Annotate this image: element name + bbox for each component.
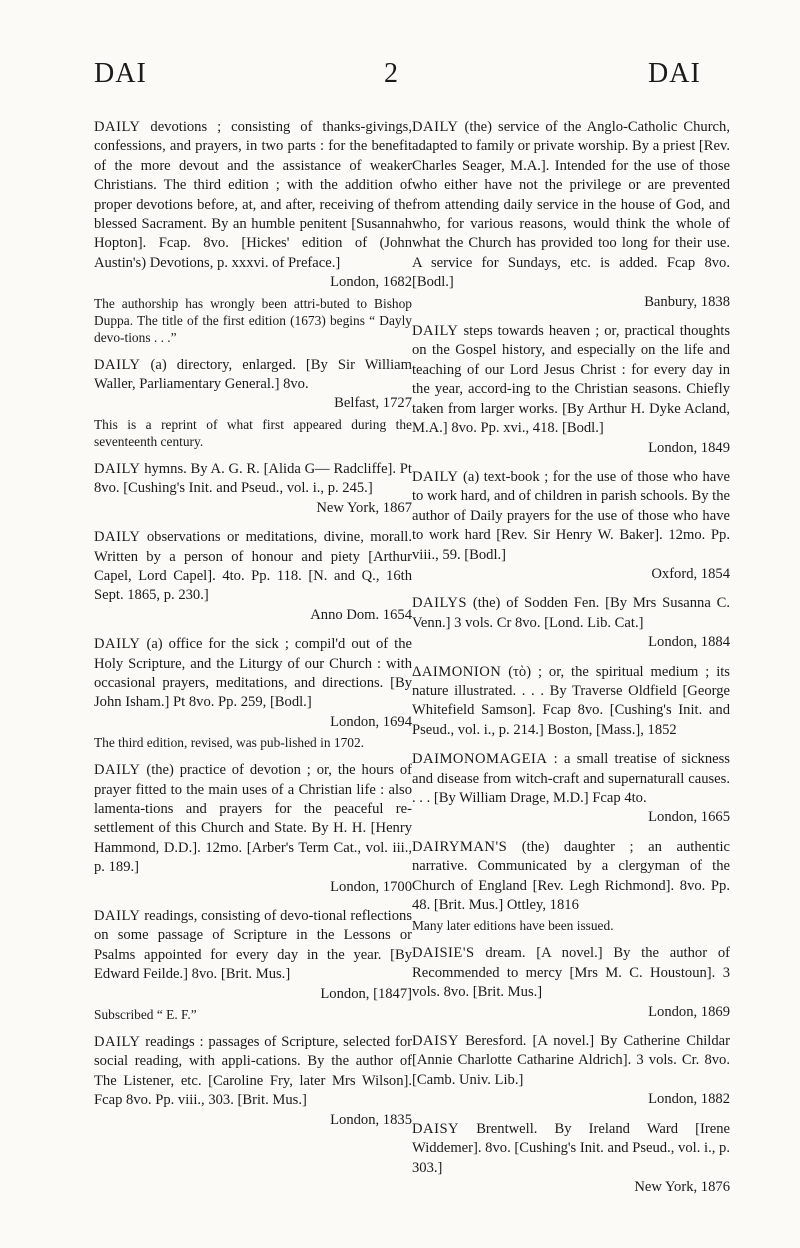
entry-head: DAILY [412, 468, 459, 485]
entry [412, 663, 730, 741]
header-right: DAI [648, 58, 701, 89]
entry-head: DAIMONOMAGEIA [412, 751, 548, 768]
entry-head: DAILY [412, 119, 459, 135]
left-column [94, 118, 412, 1140]
entry-place: New York, 1876 [634, 1178, 730, 1195]
entry-head: DAILY [94, 636, 141, 653]
entry-text: (a) directory, enlarged. [By Sir William Waller, Parliamentary General.] 8vo. [94, 356, 412, 393]
entry-text: (a) office for the sick ; compil'd out of the Holy Scripture, and the Liturgy of our Church : with occasional prayers, meditations, and directions. [By John Isham.] Pt 8vo. Pp. 259, [Bodl.] [94, 636, 412, 711]
entry-text: observations or meditations, divine, morall. Written by a person of honour and piety [Arthur Capel, Lord Capel]. 4to. Pp. 118. [N. and Q., 16th Sept. 1865, p. 230.] [94, 529, 412, 604]
entry-head: DAILY [412, 323, 459, 340]
entry [412, 322, 730, 458]
entry-head: DAILY [94, 908, 141, 924]
entry-head: DAISY [412, 1033, 460, 1050]
entry-place: Oxford, 1854 [651, 565, 730, 582]
entry-note: This is a reprint of what first appeared during the seventeenth century. [94, 416, 412, 449]
entry [412, 1032, 730, 1110]
entry-text: devotions ; consisting of thanks-givings, confessions, and prayers, in two parts : for the benefit of the more devout and the assistance of weaker Christians. The third edition ; with the addition of proper devotions before, at, and after, receiving of the blessed Sacrament. By an humble penitent [Susannah Hopton]. Fcap. 8vo. [Hickes' edition of (John Austin's) Devotions, p. xxxvi. of Preface.] [94, 119, 412, 271]
entry-place: Banbury, 1838 [644, 293, 730, 310]
entry-place: London, 1682 [330, 274, 412, 291]
entry-text: : a small treatise of sickness and disease from witch-craft and supernaturall causes. . . . [By William Drage, M.D.] Fcap 4to. [412, 751, 730, 806]
entry-head: DAISIE'S [412, 945, 475, 962]
entry [412, 1120, 730, 1198]
entry-text: (the) practice of devotion ; or, the hours of prayer fitted to the main uses of a Christian life : also lamenta-tions and prayers for the peaceful re-settlement of this Church and State. By H. H. [Henry Hammond, D.D.]. 12mo. [Arber's Term Cat., vol. iii., p. 189.] [94, 762, 412, 876]
entry [94, 761, 412, 897]
entry-text: (the) service of the Anglo-Catholic Church, adapted to family or private worship. By a priest [Rev. Charles Seager, M.A.]. Intended for the use of those who either have not the privilege or are prevented from attending daily service in the house of God, and who, for various reasons, would think the whole of what the Church has provided too long for their use. A service for Sundays, etc. is added. Fcap 8vo. [Bodl.] [412, 119, 731, 291]
entry-text: (τὸ) ; or, the spiritual medium ; its nature illustrated. . . . By Traverse Oldfield [George Whitefield Samson]. Fcap 8vo. [Cushing's Init. and Pseud., vol. i., p. 214.] Boston, [Mass.], 1852 [412, 663, 730, 738]
entry [94, 356, 412, 450]
entry [412, 468, 730, 584]
entry [94, 907, 412, 1023]
entry-place: London, 1869 [648, 1003, 730, 1020]
entry-note: Subscribed “ E. F.” [94, 1007, 197, 1023]
entry-place: London, 1835 [330, 1111, 412, 1128]
entry-text: readings : passages of Scripture, selected for social reading, with appli-cations. By the author of The Listener, etc. [Caroline Fry, later Mrs Wilson]. Fcap 8vo. Pp. viii., 303. [Brit. Mus.] [94, 1034, 412, 1109]
entry-text: Beresford. [A novel.] By Catherine Childar [Annie Charlotte Catharine Aldrich]. 3 vols. Cr. 8vo. [Camb. Univ. Lib.] [412, 1033, 730, 1088]
entry-text: Brentwell. By Ireland Ward [Irene Widdemer]. 8vo. [Cushing's Init. and Pseud., vol. i., p. 303.] [412, 1120, 730, 1176]
entry-place: London, 1700 [330, 878, 412, 895]
entry-text: steps towards heaven ; or, practical thoughts on the Gospel history, and especially on the life and teaching of our Lord Jesus Christ : for every day in the year, accord-ing to the Christian seasons. Chiefly taken from larger works. [By Arthur H. Dyke Acland, M.A.] 8vo. Pp. xvi., 418. [Bodl.] [412, 323, 730, 437]
entry-head: DAILY [94, 529, 141, 546]
entry-head: DAILY [94, 356, 141, 373]
entry-head: DAISY [412, 1120, 460, 1137]
entry-text: readings, consisting of devo-tional reflections on some passage of Scripture in the Lessons or Psalms appointed for every day in the year. [By Edward Feilde.] 8vo. [Brit. Mus.] [94, 908, 413, 983]
page-number: 2 [384, 58, 399, 89]
entry-place: London, 1665 [648, 809, 730, 826]
entry [412, 594, 730, 652]
entry [94, 528, 412, 625]
entry-place: Anno Dom. 1654 [310, 606, 412, 623]
entry-place: London, 1882 [648, 1091, 730, 1108]
entry-head: DAILY [94, 460, 141, 477]
entry [412, 838, 730, 935]
entry-head: DAILYS [412, 595, 468, 612]
entry [94, 635, 412, 751]
entry-text: (the) of Sodden Fen. [By Mrs Susanna C. Venn.] 3 vols. Cr 8vo. [Lond. Lib. Cat.] [412, 595, 730, 631]
entry-head: DAIRYMAN'S [412, 838, 508, 855]
entry-text: (a) text-book ; for the use of those who have to work hard, and of children in parish schools. By the author of Daily prayers for the use of those who have to work hard [Rev. Sir Henry W. Baker]. 12mo. Pp. viii., 59. [Bodl.] [412, 468, 730, 563]
entry-text: hymns. By A. G. R. [Alida G— Radcliffe]. Pt 8vo. [Cushing's Init. and Pseud., vol. i., p. 245.] [94, 460, 412, 497]
entry [94, 118, 412, 346]
entry-note: Many later editions have been issued. [412, 918, 614, 934]
entry-place: Belfast, 1727 [334, 395, 412, 412]
entry-place: London, [1847] [320, 985, 412, 1002]
entry-text: dream. [A novel.] By the author of Recommended to mercy [Mrs M. C. Houstoun]. 3 vols. 8vo. [Brit. Mus.] [412, 945, 731, 1001]
entry [94, 460, 412, 518]
right-column [412, 118, 730, 1207]
entry-place: New York, 1867 [316, 499, 412, 516]
entry-head: DAILY [94, 1034, 141, 1051]
entry [412, 944, 730, 1022]
entry [94, 1033, 412, 1130]
entry-head: DAILY [94, 119, 141, 135]
entry-text: (the) daughter ; an authentic narrative. Communicated by a clergyman of the Church of England [Rev. Legh Richmond]. 8vo. Pp. 48. [Brit. Mus.] Ottley, 1816 [412, 838, 730, 914]
entry-note: The authorship has wrongly been attri-buted to Bishop Duppa. The title of the first edition (1673) begins “ Dayly devo-tions . . .” [94, 295, 412, 345]
entry-place: London, 1694 [330, 713, 412, 730]
entry [412, 750, 730, 828]
header-left: DAI [94, 58, 147, 89]
entry-note: The third edition, revised, was pub-lished in 1702. [94, 735, 364, 751]
entry [412, 118, 730, 312]
entry-place: London, 1884 [648, 634, 730, 651]
running-header [0, 58, 800, 98]
entry-head: DAILY [94, 762, 141, 779]
entry-place: London, 1849 [648, 439, 730, 456]
entry-head: ΔΑΙΜΟΝΙΟΝ [412, 663, 502, 680]
